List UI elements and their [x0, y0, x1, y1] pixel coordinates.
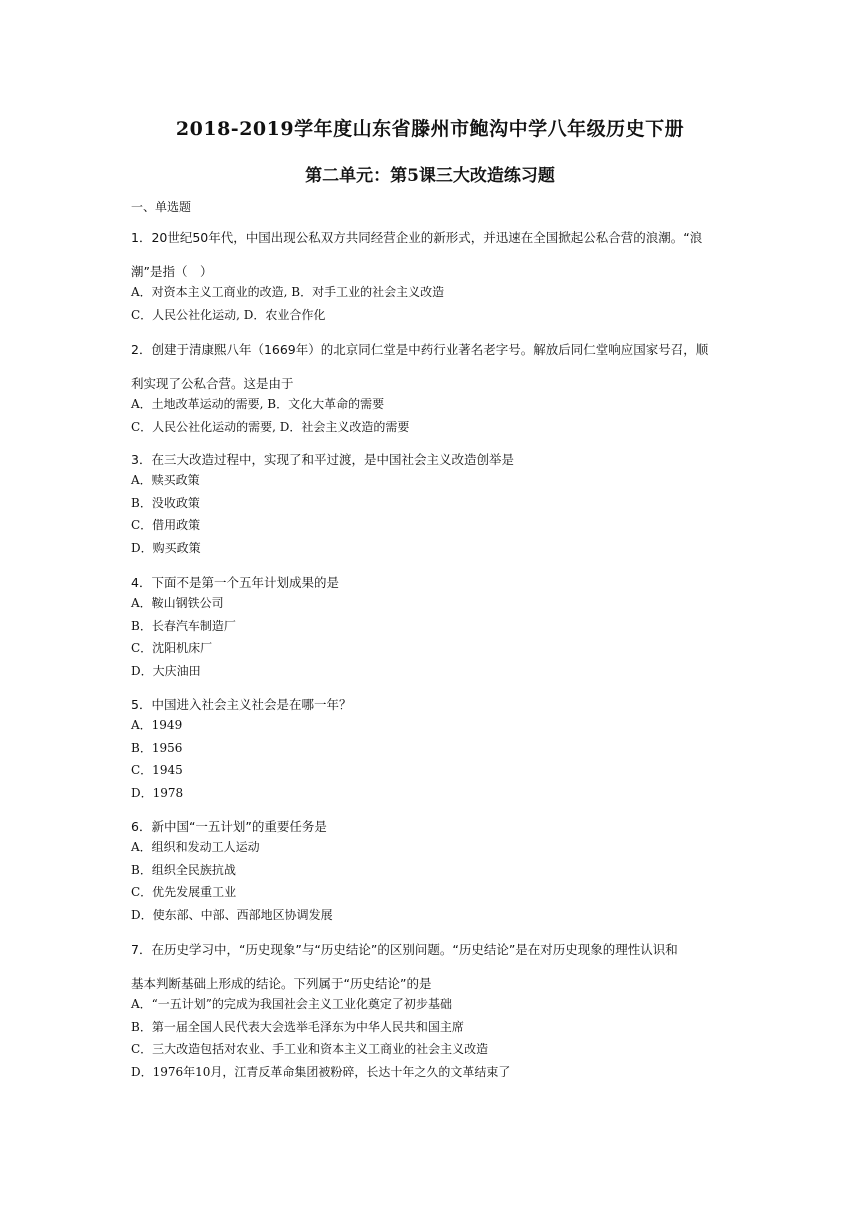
option-line: C．1945 — [131, 763, 183, 777]
question-stem: 3．在三大改造过程中，实现了和平过渡，是中国社会主义改造创举是 — [131, 452, 514, 467]
option-line: B．长春汽车制造厂 — [131, 618, 236, 633]
section-heading: 一、单选题 — [131, 200, 192, 214]
option-line: A．“一五计划”的完成为我国社会主义工业化奠定了初步基础 — [131, 997, 452, 1011]
option-line: C．三大改造包括对农业、手工业和资本主义工商业的社会主义改造 — [131, 1042, 489, 1056]
question-stem — [131, 941, 737, 993]
option-line: C．沈阳机床厂 — [131, 641, 213, 655]
stem-line: 潮”是指（ ） — [131, 264, 213, 279]
option-line: B．第一届全国人民代表大会选举毛泽东为中华人民共和国主席 — [131, 1019, 464, 1034]
question-2 — [131, 341, 737, 438]
option-line: A．土地改革运动的需要, B．文化大革命的需要 — [131, 397, 385, 411]
option-line: A．赎买政策 — [131, 473, 200, 487]
option-line: A．组织和发动工人运动 — [131, 840, 260, 854]
stem-line: 利实现了公私合营。这是由于 — [131, 376, 294, 391]
option-line: C．优先发展重工业 — [131, 885, 237, 899]
stem-line: 1．20世纪50年代，中国出现公私双方共同经营企业的新形式，并迅速在全国掀起公私合营的浪潮。“浪 — [131, 230, 703, 245]
question-4 — [131, 574, 737, 682]
option-line: D．1976年10月，江青反革命集团被粉碎，长达十年之久的文革结束了 — [131, 1064, 511, 1079]
option-line: B．1956 — [131, 740, 183, 755]
question-3 — [131, 451, 737, 559]
option-line: D．购买政策 — [131, 540, 201, 555]
option-line: D．大庆油田 — [131, 663, 201, 678]
option-line: C．人民公社化运动的需要, D．社会主义改造的需要 — [131, 419, 410, 434]
stem-line: 7．在历史学习中，“历史现象”与“历史结论”的区别问题。“历史结论”是在对历史现象的理性认识和 — [131, 942, 678, 957]
option-line: C．借用政策 — [131, 518, 201, 532]
option-line: D．1978 — [131, 785, 184, 800]
option-line: D．使东部、中部、西部地区协调发展 — [131, 907, 333, 922]
question-6 — [131, 818, 737, 926]
document-subtitle: 第二单元：第5课三大改造练习题 — [305, 166, 555, 186]
option-line: B．组织全民族抗战 — [131, 862, 236, 877]
question-7 — [131, 941, 737, 1083]
question-stem — [131, 341, 737, 393]
stem-line: 2．创建于清康熙八年（1669年）的北京同仁堂是中药行业著名老字号。解放后同仁堂响应国家号召，顺 — [131, 342, 709, 357]
stem-line: 基本判断基础上形成的结论。下列属于“历史结论”的是 — [131, 976, 432, 991]
option-line: C．人民公社化运动, D．农业合作化 — [131, 307, 326, 322]
option-line: A．鞍山钢铁公司 — [131, 596, 224, 610]
question-1 — [131, 229, 737, 326]
question-stem: 6．新中国“一五计划”的重要任务是 — [131, 819, 327, 834]
question-5 — [131, 696, 737, 804]
option-line: A．对资本主义工商业的改造, B．对手工业的社会主义改造 — [131, 285, 445, 299]
option-line: B．没收政策 — [131, 495, 200, 510]
question-stem: 5．中国进入社会主义社会是在哪一年？ — [131, 697, 352, 712]
question-stem: 4．下面不是第一个五年计划成果的是 — [131, 575, 339, 590]
question-stem — [131, 229, 737, 281]
option-line: A．1949 — [131, 718, 183, 732]
document-title: 2018-2019学年度山东省滕州市鲍沟中学八年级历史下册 — [175, 118, 685, 140]
